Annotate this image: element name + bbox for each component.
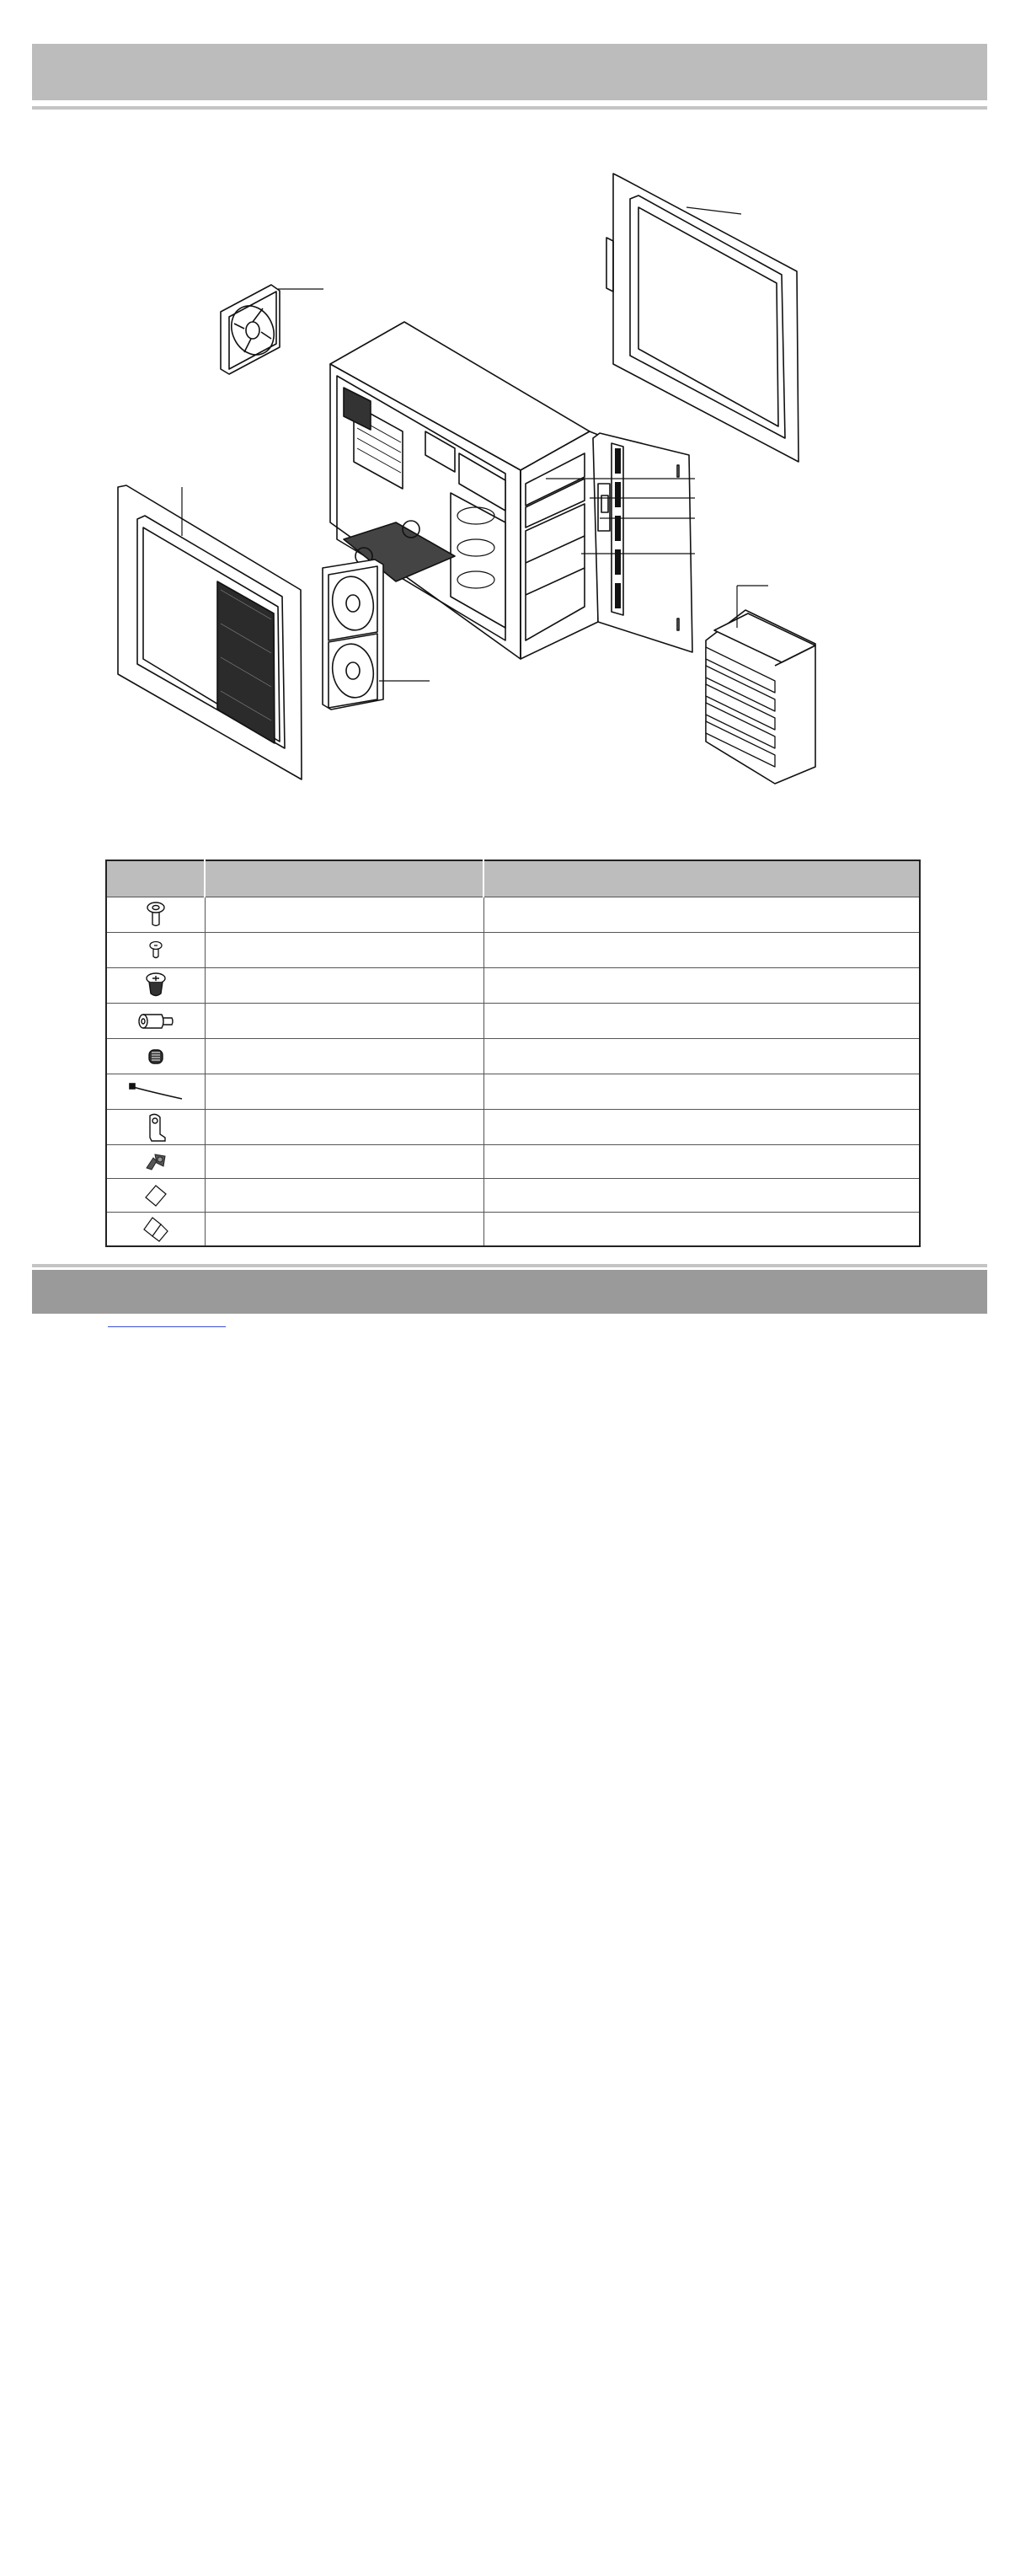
column-header-icon xyxy=(106,860,205,897)
table-row xyxy=(106,1179,920,1213)
left-side-panel xyxy=(118,485,302,779)
row-usage-text xyxy=(483,1179,920,1213)
right-side-panel xyxy=(606,174,799,462)
row-usage-text xyxy=(483,1074,920,1110)
table-row xyxy=(106,1039,920,1074)
front-intake-fans xyxy=(323,560,383,710)
rear-exhaust-fan xyxy=(221,285,281,374)
row-item-text xyxy=(205,933,483,968)
hard-drive-cage xyxy=(706,610,815,784)
table-row xyxy=(106,1074,920,1110)
row-item-text xyxy=(205,1004,483,1039)
callout-line-right-panel xyxy=(686,207,741,214)
table-header-row xyxy=(106,860,920,897)
bracket-icon xyxy=(145,1112,167,1143)
row-usage-text xyxy=(483,933,920,968)
table-row xyxy=(106,897,920,933)
standoff-icon xyxy=(136,1011,175,1031)
double-sheet-icon xyxy=(141,1214,171,1243)
row-item-text xyxy=(205,897,483,933)
single-sheet-icon xyxy=(142,1182,169,1209)
row-usage-text xyxy=(483,1145,920,1179)
table-row xyxy=(106,933,920,968)
row-usage-text xyxy=(483,968,920,1004)
row-usage-text xyxy=(483,1213,920,1246)
row-item-text xyxy=(205,1179,483,1213)
thumb-screw-icon xyxy=(145,1046,167,1068)
parts-table xyxy=(105,860,921,1247)
table-row xyxy=(106,968,920,1004)
page-number-box xyxy=(952,2545,983,2576)
small-screw-icon xyxy=(146,940,166,961)
row-usage-text xyxy=(483,1039,920,1074)
row-item-text xyxy=(205,1074,483,1110)
row-usage-text xyxy=(483,897,920,933)
row-usage-text xyxy=(483,1110,920,1145)
footer-divider xyxy=(32,1264,987,1267)
row-usage-text xyxy=(483,1004,920,1039)
table-row xyxy=(106,1213,920,1246)
column-header-item xyxy=(205,860,483,897)
row-item-text xyxy=(205,968,483,1004)
row-item-text xyxy=(205,1039,483,1074)
key-icon xyxy=(143,1151,168,1173)
table-row xyxy=(106,1004,920,1039)
column-header-usage xyxy=(483,860,920,897)
exploded-view-diagram xyxy=(0,0,1031,843)
row-item-text xyxy=(205,1145,483,1179)
table-row xyxy=(106,1145,920,1179)
table-row xyxy=(106,1110,920,1145)
footer-link[interactable] xyxy=(108,1326,226,1327)
cable-tie-icon xyxy=(126,1082,185,1102)
row-item-text xyxy=(205,1110,483,1145)
front-bezel-door xyxy=(593,433,692,652)
row-item-text xyxy=(205,1213,483,1246)
footer-bar xyxy=(32,1270,987,1314)
fan-screw-icon xyxy=(143,972,168,1000)
motherboard-screw-icon xyxy=(143,901,168,929)
